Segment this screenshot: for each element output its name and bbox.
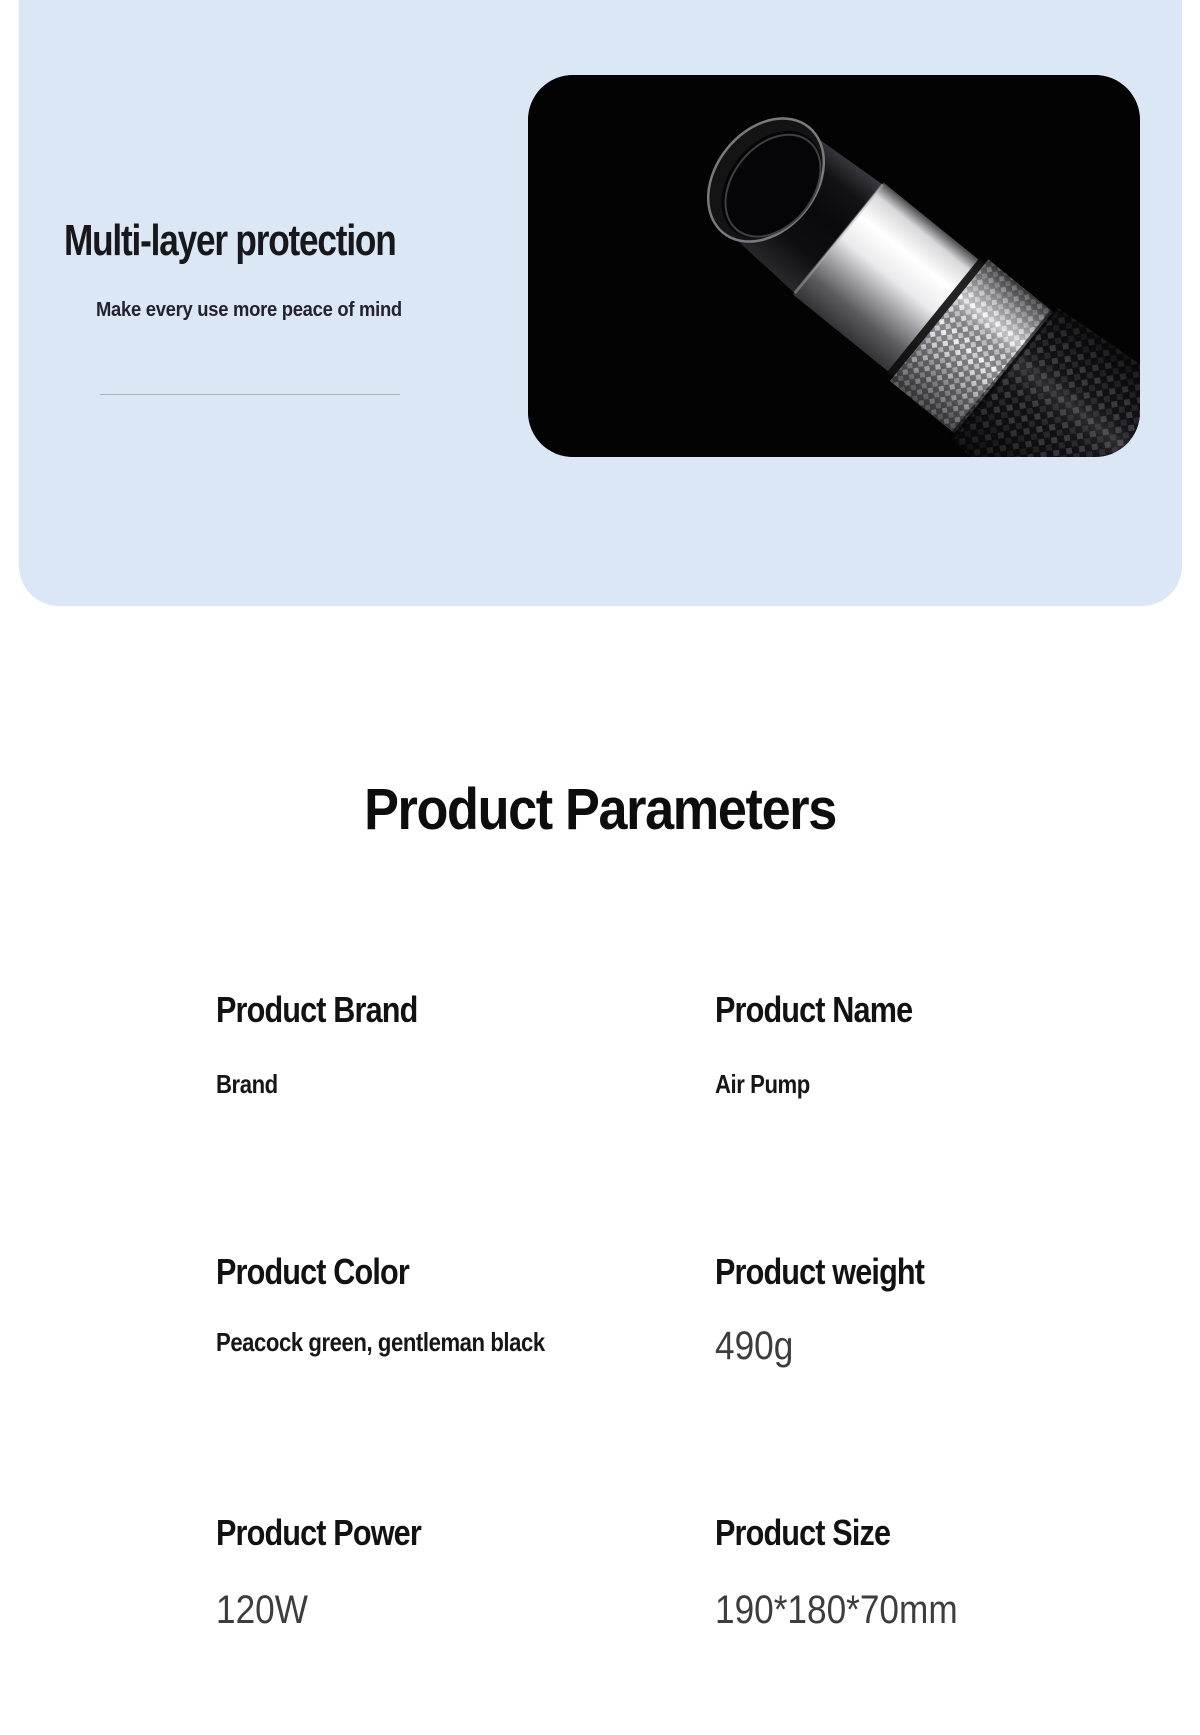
spec-label-color: Product Color [216, 1251, 409, 1292]
spec-value-weight: 490g [715, 1324, 794, 1368]
spec-value-color: Peacock green, gentleman black [216, 1327, 545, 1357]
spec-label-brand: Product Brand [216, 989, 418, 1030]
hero-title: Multi-layer protection [64, 216, 396, 266]
spec-label-size: Product Size [715, 1512, 891, 1553]
hero-card [19, 0, 1182, 606]
spec-label-weight: Product weight [715, 1251, 925, 1292]
spec-label-name: Product Name [715, 989, 913, 1030]
section-title: Product Parameters [364, 777, 836, 843]
hero-subtitle: Make every use more peace of mind [96, 299, 402, 321]
spec-value-size: 190*180*70mm [715, 1588, 958, 1632]
spec-value-name: Air Pump [715, 1069, 810, 1099]
spec-value-power: 120W [216, 1588, 308, 1632]
hose-group [528, 75, 1140, 457]
spec-label-power: Product Power [216, 1512, 421, 1553]
hero-divider [100, 394, 400, 395]
spec-value-brand: Brand [216, 1069, 278, 1099]
product-photo-braided-hose [528, 75, 1140, 457]
hose-illustration [528, 75, 1140, 457]
